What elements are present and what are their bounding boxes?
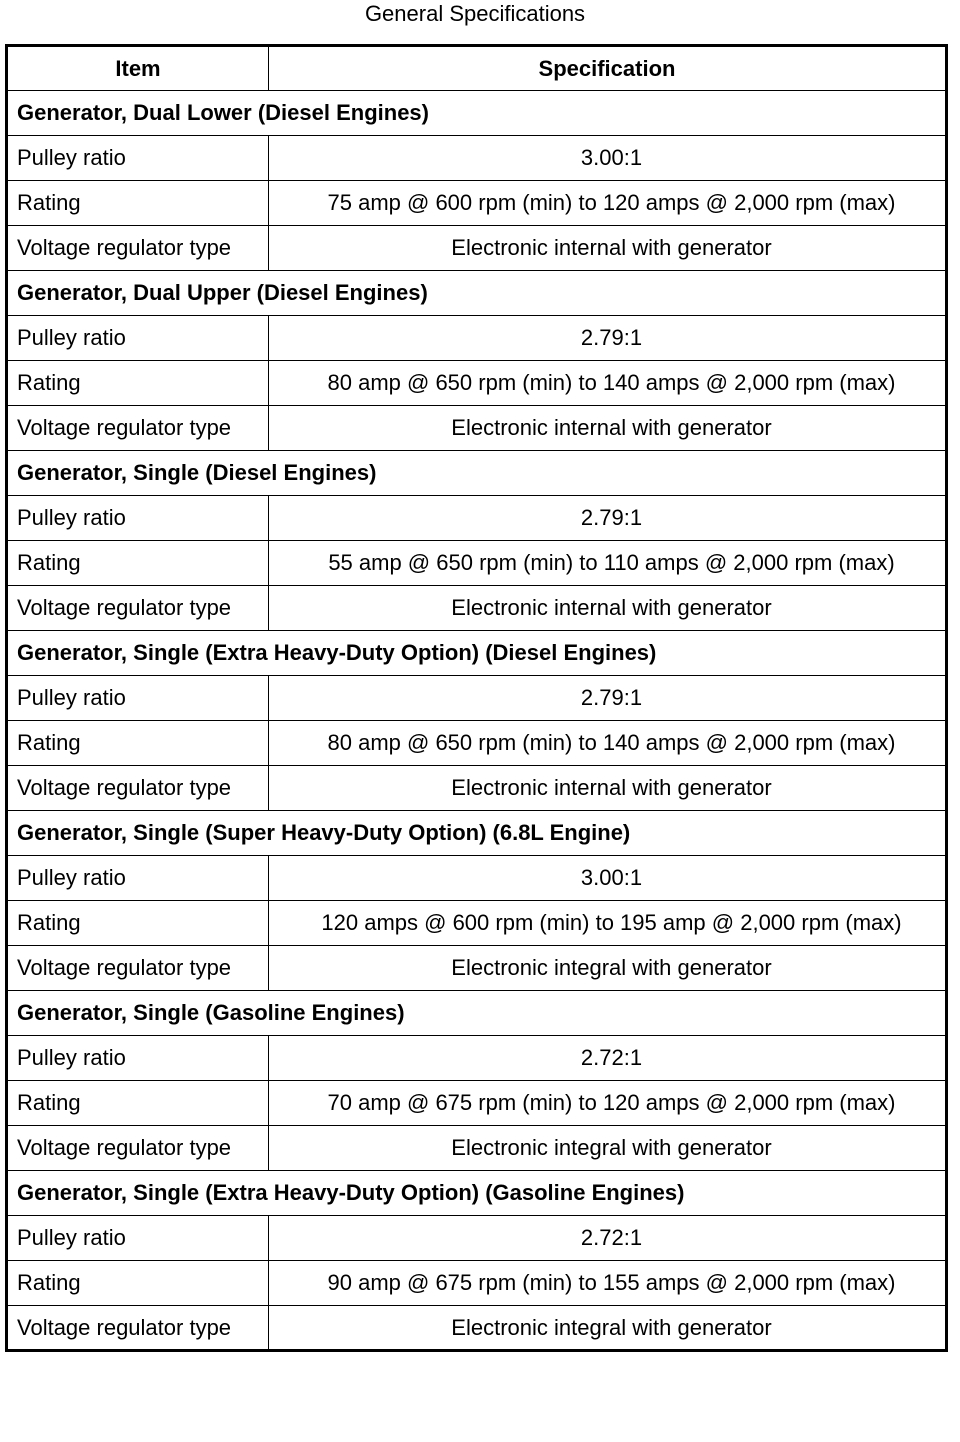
table-row: [7, 856, 947, 901]
item-cell: Pulley ratio: [7, 676, 269, 721]
spec-cell: 90 amp @ 675 rpm (min) to 155 amps @ 2,000 rpm (max): [269, 1261, 947, 1306]
table-row: [7, 136, 947, 181]
group-heading: Generator, Single (Gasoline Engines): [7, 991, 947, 1036]
table-row: [7, 316, 947, 361]
spec-cell: 2.79:1: [269, 316, 947, 361]
table-row: [7, 901, 947, 946]
spec-cell: Electronic integral with generator: [269, 1306, 947, 1351]
table-row: [7, 181, 947, 226]
item-cell: Pulley ratio: [7, 856, 269, 901]
item-cell: Voltage regulator type: [7, 406, 269, 451]
item-cell: Rating: [7, 901, 269, 946]
group-row: [7, 91, 947, 136]
spec-cell: Electronic integral with generator: [269, 1126, 947, 1171]
item-cell: Voltage regulator type: [7, 1126, 269, 1171]
spec-cell: 80 amp @ 650 rpm (min) to 140 amps @ 2,000 rpm (max): [269, 721, 947, 766]
spec-cell: 2.72:1: [269, 1216, 947, 1261]
group-heading: Generator, Dual Lower (Diesel Engines): [7, 91, 947, 136]
spec-cell: Electronic internal with generator: [269, 766, 947, 811]
item-cell: Pulley ratio: [7, 136, 269, 181]
table-row: [7, 676, 947, 721]
group-heading: Generator, Single (Extra Heavy-Duty Option) (Gasoline Engines): [7, 1171, 947, 1216]
table-row: [7, 541, 947, 586]
header-row: [7, 46, 947, 91]
general-specifications-table: [5, 44, 948, 1352]
table-row: [7, 946, 947, 991]
group-heading: Generator, Single (Extra Heavy-Duty Option) (Diesel Engines): [7, 631, 947, 676]
table-row: [7, 721, 947, 766]
spec-cell: Electronic integral with generator: [269, 946, 947, 991]
spec-cell: Electronic internal with generator: [269, 226, 947, 271]
table-row: [7, 226, 947, 271]
table-row: [7, 361, 947, 406]
spec-cell: 3.00:1: [269, 136, 947, 181]
item-cell: Voltage regulator type: [7, 766, 269, 811]
table-row: [7, 766, 947, 811]
table-row: [7, 1036, 947, 1081]
group-row: [7, 991, 947, 1036]
item-cell: Rating: [7, 1261, 269, 1306]
spec-cell: 120 amps @ 600 rpm (min) to 195 amp @ 2,000 rpm (max): [269, 901, 947, 946]
item-cell: Voltage regulator type: [7, 226, 269, 271]
spec-cell: Electronic internal with generator: [269, 586, 947, 631]
group-heading: Generator, Single (Diesel Engines): [7, 451, 947, 496]
item-cell: Rating: [7, 1081, 269, 1126]
table-row: [7, 1081, 947, 1126]
column-header-specification: Specification: [269, 46, 947, 91]
table-row: [7, 496, 947, 541]
item-cell: Rating: [7, 181, 269, 226]
item-cell: Pulley ratio: [7, 1036, 269, 1081]
spec-cell: 2.79:1: [269, 676, 947, 721]
group-row: [7, 631, 947, 676]
column-header-item: Item: [7, 46, 269, 91]
spec-cell: 75 amp @ 600 rpm (min) to 120 amps @ 2,000 rpm (max): [269, 181, 947, 226]
spec-cell: 2.79:1: [269, 496, 947, 541]
table-row: [7, 586, 947, 631]
spec-cell: 2.72:1: [269, 1036, 947, 1081]
group-heading: Generator, Dual Upper (Diesel Engines): [7, 271, 947, 316]
table-row: [7, 1306, 947, 1351]
group-row: [7, 451, 947, 496]
group-row: [7, 811, 947, 856]
spec-cell: 80 amp @ 650 rpm (min) to 140 amps @ 2,000 rpm (max): [269, 361, 947, 406]
item-cell: Rating: [7, 541, 269, 586]
spec-cell: 55 amp @ 650 rpm (min) to 110 amps @ 2,000 rpm (max): [269, 541, 947, 586]
table-row: [7, 1126, 947, 1171]
item-cell: Pulley ratio: [7, 496, 269, 541]
table-caption: General Specifications: [364, 1, 586, 26]
item-cell: Voltage regulator type: [7, 1306, 269, 1351]
spec-cell: 70 amp @ 675 rpm (min) to 120 amps @ 2,000 rpm (max): [269, 1081, 947, 1126]
table-row: [7, 1216, 947, 1261]
group-heading: Generator, Single (Super Heavy-Duty Option) (6.8L Engine): [7, 811, 947, 856]
spec-cell: 3.00:1: [269, 856, 947, 901]
item-cell: Voltage regulator type: [7, 586, 269, 631]
group-row: [7, 1171, 947, 1216]
group-row: [7, 271, 947, 316]
item-cell: Rating: [7, 721, 269, 766]
item-cell: Voltage regulator type: [7, 946, 269, 991]
item-cell: Rating: [7, 361, 269, 406]
table-row: [7, 406, 947, 451]
spec-cell: Electronic internal with generator: [269, 406, 947, 451]
table-row: [7, 1261, 947, 1306]
item-cell: Pulley ratio: [7, 1216, 269, 1261]
item-cell: Pulley ratio: [7, 316, 269, 361]
